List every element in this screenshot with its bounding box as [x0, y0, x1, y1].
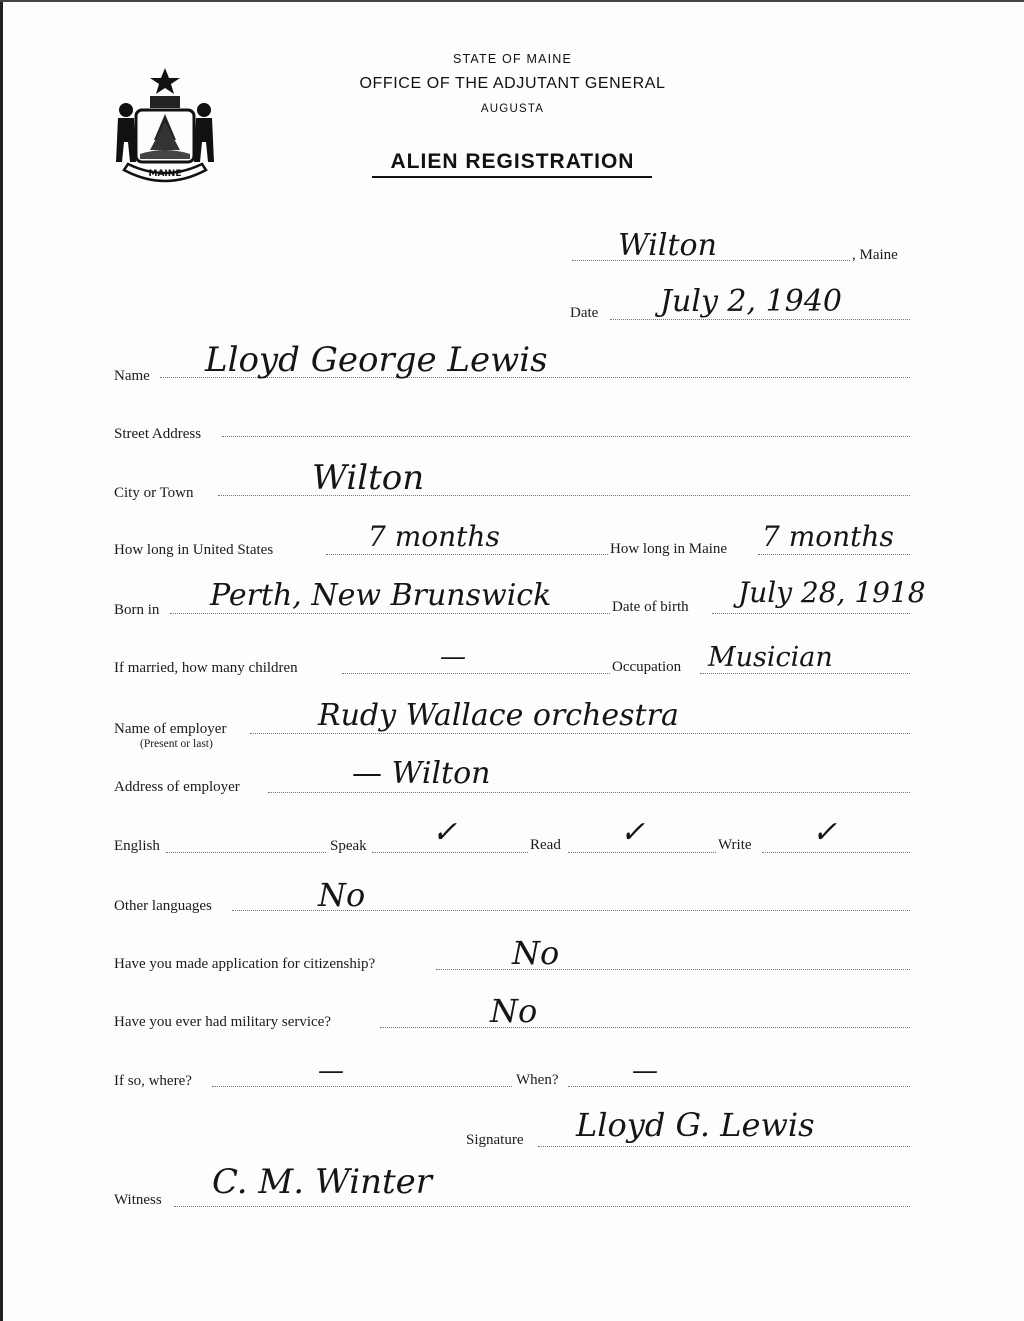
employer-address-line [268, 792, 910, 793]
title-underline [372, 176, 652, 178]
other-languages-label: Other languages [114, 898, 212, 914]
citizenship-line [436, 969, 910, 970]
maine-duration-label: How long in Maine [610, 541, 728, 557]
speak-check: ✓ [432, 815, 458, 850]
english-line [166, 852, 326, 853]
date-entry: July 2, 1940 [660, 284, 842, 319]
street-line [222, 436, 910, 437]
seal-banner-text: MAINE [148, 169, 182, 179]
name-label: Name [114, 368, 150, 384]
military-line [380, 1027, 910, 1028]
employer-address-entry: — Wilton [352, 756, 491, 791]
header-city: AUGUSTA [480, 103, 545, 115]
born-in-label: Born in [114, 602, 160, 618]
when-label: When? [516, 1072, 559, 1088]
write-label: Write [718, 837, 752, 853]
occupation-line [700, 673, 910, 674]
city-label: City or Town [114, 485, 194, 501]
witness-entry: C. M. Winter [212, 1162, 433, 1202]
header-state: STATE OF MAINE [452, 52, 573, 66]
witness-label: Witness [114, 1192, 162, 1208]
us-duration-label: How long in United States [114, 542, 274, 558]
other-languages-entry: No [318, 876, 366, 914]
children-line [342, 673, 610, 674]
employer-label: Name of employer [114, 721, 227, 737]
occupation-label: Occupation [612, 659, 682, 675]
where-entry: — [318, 1056, 344, 1086]
children-label: If married, how many children [114, 660, 298, 676]
header-office: OFFICE OF THE ADJUTANT GENERAL [359, 75, 666, 92]
maine-duration-entry: 7 months [762, 520, 894, 553]
street-label: Street Address [114, 426, 202, 442]
speak-label: Speak [330, 838, 367, 854]
write-check: ✓ [812, 815, 838, 850]
employer-address-label: Address of employer [114, 779, 240, 795]
english-label: English [114, 838, 160, 854]
dob-label: Date of birth [612, 599, 689, 615]
when-entry: — [632, 1056, 658, 1086]
place-suffix: , Maine [852, 247, 898, 263]
date-label: Date [570, 305, 599, 321]
read-check: ✓ [620, 815, 646, 850]
place-entry: Wilton [618, 228, 717, 263]
where-label: If so, where? [114, 1073, 192, 1089]
employer-entry: Rudy Wallace orchestra [318, 698, 679, 733]
where-line [212, 1086, 512, 1087]
military-entry: No [490, 992, 538, 1030]
maine-duration-line [758, 554, 910, 555]
signature-entry: Lloyd G. Lewis [576, 1106, 815, 1144]
born-in-line [170, 613, 610, 614]
witness-line [174, 1206, 910, 1207]
name-entry: Lloyd George Lewis [205, 340, 548, 380]
military-label: Have you ever had military service? [114, 1014, 331, 1030]
when-line [568, 1086, 910, 1087]
date-line [610, 319, 910, 320]
us-duration-line [326, 554, 608, 555]
children-entry: — [440, 642, 466, 672]
citizenship-entry: No [512, 934, 560, 972]
dob-line [712, 613, 910, 614]
employer-line [250, 733, 910, 734]
signature-line [538, 1146, 910, 1147]
citizenship-label: Have you made application for citizenship? [114, 956, 376, 972]
us-duration-entry: 7 months [368, 520, 500, 553]
signature-label: Signature [466, 1132, 524, 1148]
city-entry: Wilton [312, 458, 425, 498]
employer-sublabel: (Present or last) [140, 738, 213, 750]
maine-state-seal [110, 66, 220, 192]
read-label: Read [530, 837, 561, 853]
dob-entry: July 28, 1918 [738, 576, 926, 609]
scan-edge-left [0, 0, 3, 1321]
page-title: ALIEN REGISTRATION [390, 150, 635, 173]
scan-edge-top [0, 0, 1024, 2]
born-in-entry: Perth, New Brunswick [210, 578, 552, 613]
write-line [762, 852, 910, 853]
occupation-entry: Musician [708, 642, 833, 673]
speak-line [372, 852, 528, 853]
read-line [568, 852, 716, 853]
